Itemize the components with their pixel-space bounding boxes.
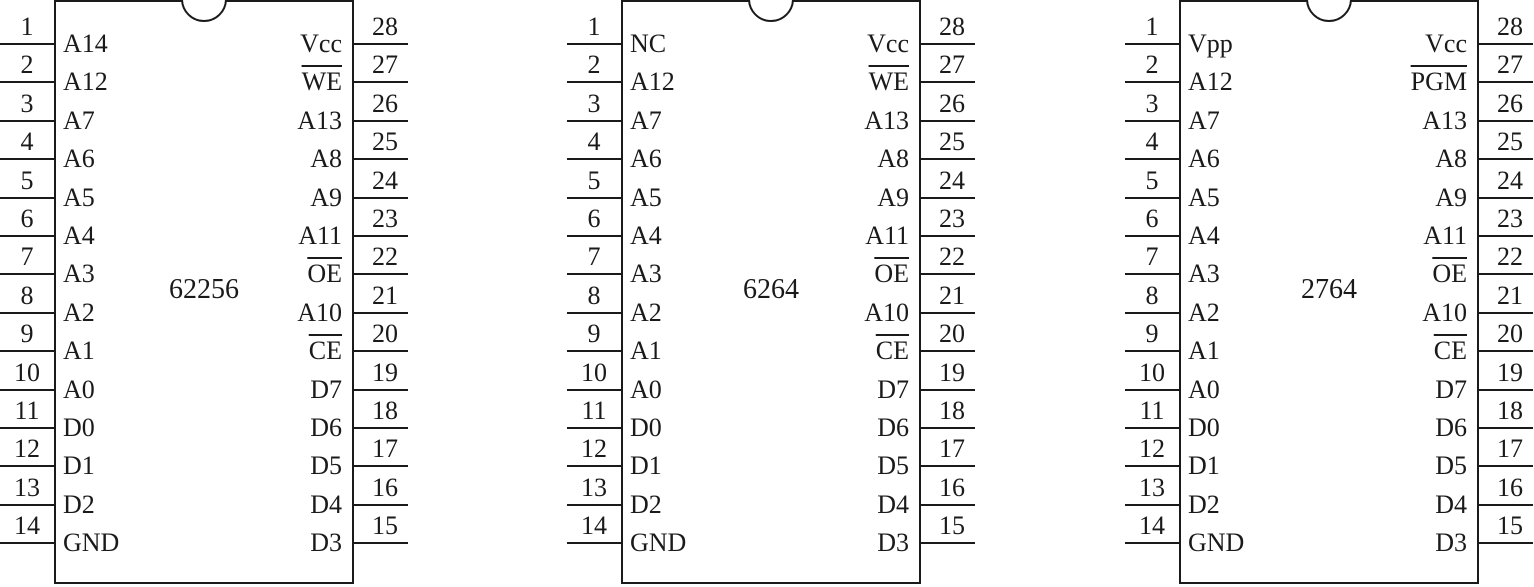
pin-25-lead — [354, 158, 408, 160]
pin-signal-label: $\overline{WE}$ — [868, 67, 909, 96]
pin-10-lead — [0, 389, 54, 391]
pin-number: 12 — [1139, 434, 1165, 463]
pin-number: 2 — [587, 50, 601, 79]
pin-number: 17 — [939, 434, 965, 463]
pin-16-lead — [921, 504, 975, 506]
pin-signal-label: $\overline{WE}$ — [301, 67, 342, 96]
pin-signal-label: A7 — [630, 106, 662, 135]
pin-number: 3 — [587, 89, 601, 118]
pin-14-lead — [1125, 542, 1179, 544]
pin-18-lead — [1479, 427, 1533, 429]
pin-number: 18 — [1497, 396, 1523, 425]
pin-signal-label: A10 — [1422, 298, 1467, 327]
pin-number: 16 — [372, 473, 398, 502]
pin-signal-label: GND — [1188, 528, 1245, 557]
pin-21-lead — [354, 312, 408, 314]
pin-6-lead — [1125, 235, 1179, 237]
pin-number: 7 — [20, 242, 34, 271]
pin-signal-label: D5 — [877, 451, 909, 480]
pin-signal-label: A9 — [1435, 183, 1467, 212]
pin-number: 10 — [1139, 358, 1165, 387]
pin-number: 11 — [1139, 396, 1165, 425]
pin-25-lead — [921, 158, 975, 160]
pin-signal-label: A11 — [1423, 221, 1467, 250]
pin-number: 14 — [1139, 511, 1165, 540]
pin-number: 26 — [372, 89, 398, 118]
pin-28-lead — [921, 43, 975, 45]
pin-number: 18 — [939, 396, 965, 425]
pin-signal-label: D7 — [1435, 375, 1467, 404]
pin-signal-label: D3 — [310, 528, 342, 557]
pin-signal-label: D7 — [877, 375, 909, 404]
pin-15-lead — [354, 542, 408, 544]
pin-12-lead — [0, 465, 54, 467]
pin-1-lead — [0, 43, 54, 45]
pin-signal-label: D1 — [630, 451, 662, 480]
pin-8-lead — [1125, 312, 1179, 314]
pin-number: 6 — [587, 204, 601, 233]
pin-signal-label: D1 — [1188, 451, 1220, 480]
pin-signal-label: D5 — [1435, 451, 1467, 480]
pin-signal-label: A6 — [63, 144, 95, 173]
pin-signal-label: A13 — [1422, 106, 1467, 135]
pin-1-lead — [567, 43, 621, 45]
pin-23-lead — [354, 235, 408, 237]
pin-number: 22 — [1497, 242, 1523, 271]
pin-signal-label: GND — [63, 528, 120, 557]
pin-number: 18 — [372, 396, 398, 425]
pin-24-lead — [354, 197, 408, 199]
pin-5-lead — [567, 197, 621, 199]
chip-part-number: 2764 — [1301, 274, 1357, 305]
pin-28-lead — [354, 43, 408, 45]
pin-number: 27 — [372, 50, 398, 79]
pin-10-lead — [1125, 389, 1179, 391]
pin-24-lead — [921, 197, 975, 199]
pin-signal-label: Vcc — [300, 29, 342, 58]
pin-signal-label: Vcc — [867, 29, 909, 58]
pin-number: 4 — [1145, 127, 1159, 156]
pin-signal-label: A1 — [630, 336, 662, 365]
pin-signal-label: A7 — [1188, 106, 1220, 135]
pin-5-lead — [1125, 197, 1179, 199]
pin-signal-label: A8 — [1435, 144, 1467, 173]
pin-8-lead — [0, 312, 54, 314]
pin-number: 3 — [20, 89, 34, 118]
pin-19-lead — [354, 389, 408, 391]
pin-signal-label: A8 — [877, 144, 909, 173]
pin-signal-label: $\overline{PGM}$ — [1410, 67, 1467, 96]
pin-7-lead — [1125, 273, 1179, 275]
pin-signal-label: D0 — [63, 413, 95, 442]
pin-28-lead — [1479, 43, 1533, 45]
pin-13-lead — [567, 504, 621, 506]
chip-62256 — [0, 0, 398, 587]
pin-number: 20 — [372, 319, 398, 348]
pin-number: 6 — [20, 204, 34, 233]
pin-4-lead — [0, 158, 54, 160]
pin-number: 19 — [1497, 358, 1523, 387]
chip-top-edge — [54, 0, 183, 2]
pin-number: 26 — [939, 89, 965, 118]
pin-19-lead — [921, 389, 975, 391]
pin-3-lead — [567, 120, 621, 122]
pin-1-lead — [1125, 43, 1179, 45]
pin-signal-label: D2 — [63, 490, 95, 519]
pin-number: 25 — [372, 127, 398, 156]
pin-number: 13 — [1139, 473, 1165, 502]
pin-number: 2 — [1145, 50, 1159, 79]
pin-number: 15 — [1497, 511, 1523, 540]
pin-number: 14 — [14, 511, 40, 540]
pin-number: 16 — [939, 473, 965, 502]
pin-number: 3 — [1145, 89, 1159, 118]
pin-signal-label: A10 — [864, 298, 909, 327]
pin-16-lead — [354, 504, 408, 506]
pin-number: 9 — [1145, 319, 1159, 348]
pin-signal-label: A0 — [1188, 375, 1220, 404]
pin-number: 24 — [939, 166, 965, 195]
pin-number: 23 — [1497, 204, 1523, 233]
pin-10-lead — [567, 389, 621, 391]
pin-number: 23 — [939, 204, 965, 233]
pin-number: 6 — [1145, 204, 1159, 233]
pin-7-lead — [0, 273, 54, 275]
pin-5-lead — [0, 197, 54, 199]
pin-number: 10 — [14, 358, 40, 387]
pin-signal-label: D6 — [877, 413, 909, 442]
pin-number: 13 — [581, 473, 607, 502]
pin-9-lead — [0, 350, 54, 352]
pin-signal-label: A12 — [1188, 67, 1233, 96]
pin-number: 7 — [1145, 242, 1159, 271]
pin-27-lead — [921, 81, 975, 83]
pin-9-lead — [1125, 350, 1179, 352]
pin-22-lead — [354, 273, 408, 275]
pin-signal-label: A4 — [63, 221, 95, 250]
pin-signal-label: D2 — [630, 490, 662, 519]
pin-signal-label: A5 — [1188, 183, 1220, 212]
pin-27-lead — [1479, 81, 1533, 83]
pin-21-lead — [1479, 312, 1533, 314]
pin-number: 1 — [20, 12, 34, 41]
pin-number: 8 — [20, 281, 34, 310]
pin-signal-label: A0 — [63, 375, 95, 404]
pin-signal-label: D0 — [630, 413, 662, 442]
pin-signal-label: A3 — [1188, 259, 1220, 288]
pin-26-lead — [354, 120, 408, 122]
pin-number: 27 — [939, 50, 965, 79]
pin-number: 5 — [1145, 166, 1159, 195]
pin-number: 14 — [581, 511, 607, 540]
pin-20-lead — [921, 350, 975, 352]
pin-signal-label: D5 — [310, 451, 342, 480]
pin-signal-label: A7 — [63, 106, 95, 135]
pin-4-lead — [567, 158, 621, 160]
pin-21-lead — [921, 312, 975, 314]
pin-number: 13 — [14, 473, 40, 502]
pin-number: 20 — [939, 319, 965, 348]
chip-top-edge — [1179, 0, 1308, 2]
pin-number: 15 — [372, 511, 398, 540]
pin-9-lead — [567, 350, 621, 352]
pin-17-lead — [1479, 465, 1533, 467]
pin-signal-label: $\overline{OE}$ — [1432, 259, 1467, 288]
pin-signal-label: D7 — [310, 375, 342, 404]
pin-signal-label: A12 — [63, 67, 108, 96]
pin-11-lead — [0, 427, 54, 429]
pin-signal-label: Vpp — [1188, 29, 1233, 58]
pin-6-lead — [0, 235, 54, 237]
pin-number: 21 — [939, 281, 965, 310]
pin-3-lead — [0, 120, 54, 122]
pin-13-lead — [0, 504, 54, 506]
pin-number: 8 — [1145, 281, 1159, 310]
pin-signal-label: A0 — [630, 375, 662, 404]
pin-number: 11 — [581, 396, 607, 425]
pin-15-lead — [921, 542, 975, 544]
pin-number: 25 — [1497, 127, 1523, 156]
pin-17-lead — [921, 465, 975, 467]
pin-signal-label: A11 — [298, 221, 342, 250]
pin-24-lead — [1479, 197, 1533, 199]
pin-number: 5 — [20, 166, 34, 195]
pin-number: 21 — [1497, 281, 1523, 310]
pin-2-lead — [0, 81, 54, 83]
pin-2-lead — [1125, 81, 1179, 83]
pin-17-lead — [354, 465, 408, 467]
pin-20-lead — [1479, 350, 1533, 352]
pin-signal-label: Vcc — [1425, 29, 1467, 58]
pin-signal-label: A11 — [865, 221, 909, 250]
pin-18-lead — [921, 427, 975, 429]
pin-number: 23 — [372, 204, 398, 233]
chip-6264 — [567, 0, 965, 587]
pin-signal-label: D3 — [1435, 528, 1467, 557]
pin-11-lead — [567, 427, 621, 429]
pin-signal-label: A3 — [630, 259, 662, 288]
pin-signal-label: D0 — [1188, 413, 1220, 442]
chip-top-edge — [1350, 0, 1479, 2]
pin-signal-label: A9 — [310, 183, 342, 212]
pin-20-lead — [354, 350, 408, 352]
pin-11-lead — [1125, 427, 1179, 429]
pin-number: 9 — [587, 319, 601, 348]
pin-23-lead — [1479, 235, 1533, 237]
pin-number: 20 — [1497, 319, 1523, 348]
pin-number: 17 — [1497, 434, 1523, 463]
pin-signal-label: D1 — [63, 451, 95, 480]
pin-26-lead — [1479, 120, 1533, 122]
pin-number: 19 — [372, 358, 398, 387]
pin-signal-label: $\overline{CE}$ — [1433, 336, 1467, 365]
pin-7-lead — [567, 273, 621, 275]
pin-6-lead — [567, 235, 621, 237]
pin-number: 16 — [1497, 473, 1523, 502]
pin-signal-label: A4 — [1188, 221, 1220, 250]
pin-number: 19 — [939, 358, 965, 387]
pin-number: 25 — [939, 127, 965, 156]
pin-signal-label: A14 — [63, 29, 108, 58]
pin-signal-label: A10 — [297, 298, 342, 327]
pin-22-lead — [921, 273, 975, 275]
pin-18-lead — [354, 427, 408, 429]
pin-number: 22 — [372, 242, 398, 271]
pin-2-lead — [567, 81, 621, 83]
pin-signal-label: $\overline{OE}$ — [874, 259, 909, 288]
pin-signal-label: A5 — [630, 183, 662, 212]
pin-3-lead — [1125, 120, 1179, 122]
pin-signal-label: D4 — [1435, 490, 1467, 519]
pin-signal-label: A12 — [630, 67, 675, 96]
pin-number: 10 — [581, 358, 607, 387]
pin-number: 1 — [587, 12, 601, 41]
pin-signal-label: A5 — [63, 183, 95, 212]
pin-number: 4 — [20, 127, 34, 156]
pin-25-lead — [1479, 158, 1533, 160]
pin-signal-label: A6 — [1188, 144, 1220, 173]
pin-signal-label: A2 — [630, 298, 662, 327]
pin-14-lead — [567, 542, 621, 544]
pin-signal-label: D3 — [877, 528, 909, 557]
pin-signal-label: A9 — [877, 183, 909, 212]
pin-number: 2 — [20, 50, 34, 79]
pin-signal-label: D6 — [1435, 413, 1467, 442]
pin-signal-label: D4 — [310, 490, 342, 519]
pin-22-lead — [1479, 273, 1533, 275]
pin-number: 12 — [581, 434, 607, 463]
pin-number: 28 — [939, 12, 965, 41]
pin-16-lead — [1479, 504, 1533, 506]
pin-19-lead — [1479, 389, 1533, 391]
pin-number: 11 — [14, 396, 40, 425]
pin-number: 12 — [14, 434, 40, 463]
pin-number: 21 — [372, 281, 398, 310]
pin-number: 5 — [587, 166, 601, 195]
pin-number: 28 — [1497, 12, 1523, 41]
chip-part-number: 62256 — [169, 274, 239, 305]
pin-signal-label: $\overline{CE}$ — [308, 336, 342, 365]
pin-signal-label: A3 — [63, 259, 95, 288]
pin-signal-label: A13 — [297, 106, 342, 135]
pin-number: 26 — [1497, 89, 1523, 118]
pin-23-lead — [921, 235, 975, 237]
pin-number: 22 — [939, 242, 965, 271]
chip-part-number: 6264 — [743, 274, 799, 305]
pin-signal-label: A2 — [1188, 298, 1220, 327]
pin-27-lead — [354, 81, 408, 83]
chip-top-edge — [792, 0, 921, 2]
pin-number: 9 — [20, 319, 34, 348]
pin-signal-label: NC — [630, 29, 667, 58]
pin-signal-label: A8 — [310, 144, 342, 173]
pin-signal-label: $\overline{OE}$ — [307, 259, 342, 288]
pin-15-lead — [1479, 542, 1533, 544]
pin-12-lead — [567, 465, 621, 467]
pin-12-lead — [1125, 465, 1179, 467]
pin-number: 24 — [372, 166, 398, 195]
pin-number: 4 — [587, 127, 601, 156]
pin-signal-label: A6 — [630, 144, 662, 173]
pin-14-lead — [0, 542, 54, 544]
pin-signal-label: D2 — [1188, 490, 1220, 519]
pin-number: 27 — [1497, 50, 1523, 79]
pin-number: 8 — [587, 281, 601, 310]
pin-signal-label: D6 — [310, 413, 342, 442]
pin-signal-label: A13 — [864, 106, 909, 135]
pin-signal-label: A2 — [63, 298, 95, 327]
pin-26-lead — [921, 120, 975, 122]
pin-signal-label: A1 — [1188, 336, 1220, 365]
pin-signal-label: A4 — [630, 221, 662, 250]
pin-signal-label: D4 — [877, 490, 909, 519]
chip-2764 — [1125, 0, 1523, 587]
pin-signal-label: $\overline{CE}$ — [875, 336, 909, 365]
chip-top-edge — [621, 0, 750, 2]
pin-signal-label: A1 — [63, 336, 95, 365]
pin-number: 15 — [939, 511, 965, 540]
pin-signal-label: GND — [630, 528, 687, 557]
pin-13-lead — [1125, 504, 1179, 506]
pin-number: 24 — [1497, 166, 1523, 195]
pin-8-lead — [567, 312, 621, 314]
pin-number: 28 — [372, 12, 398, 41]
chip-top-edge — [225, 0, 354, 2]
pin-4-lead — [1125, 158, 1179, 160]
pin-number: 7 — [587, 242, 601, 271]
pin-number: 17 — [372, 434, 398, 463]
pin-number: 1 — [1145, 12, 1159, 41]
